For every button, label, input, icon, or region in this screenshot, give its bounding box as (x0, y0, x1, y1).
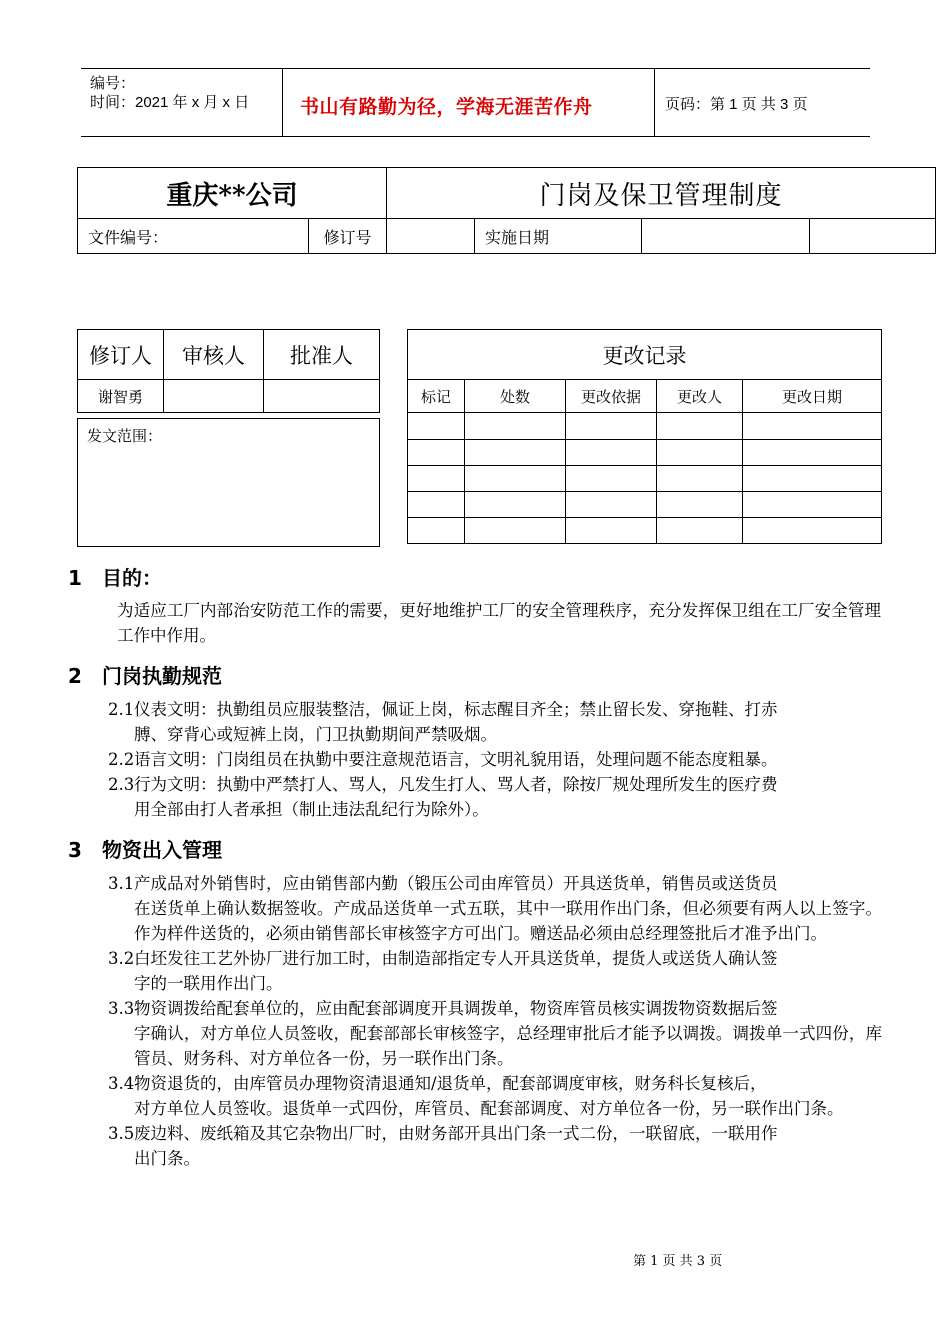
table-row (408, 466, 882, 492)
header-divider (654, 68, 655, 136)
header-bottom-rule (81, 136, 870, 137)
col-count: 处数 (465, 380, 566, 413)
change-log-title: 更改记录 (408, 330, 882, 380)
header-divider (282, 68, 283, 136)
title-table (77, 167, 936, 254)
revision-number-label: 修订号 (309, 219, 387, 254)
section-items (108, 697, 882, 822)
table-row (408, 518, 882, 544)
company-name: 重庆**公司 (78, 168, 387, 219)
table-row (408, 440, 882, 466)
reviser-label: 修订人 (78, 330, 164, 380)
section-heading: 3 物资出入管理 (68, 838, 222, 862)
effective-date-value (642, 219, 810, 254)
distribution-label: 发文范围： (87, 427, 163, 445)
auditor-label: 审核人 (164, 330, 264, 380)
file-number-label: 文件编号： (78, 219, 309, 254)
header-time-label: 时间：2021 年 x 月 x 日 (90, 94, 250, 111)
distribution-box (77, 418, 380, 547)
col-changer: 更改人 (657, 380, 743, 413)
header-page-label: 页码：第 1 页 共 3 页 (665, 96, 808, 113)
list-item: 3.1产成品对外销售时，应由销售部内勤（锻压公司由库管员）开具送货单，销售员或送货员 在送货单上确认数据签收。产成品送货单一式五联，其中一联用作出门条，但必须要有两人以上签字。作为样件送货的，必须由销售部长审核签字方可出门。赠送品必须由总经理签批后才准予出门。 (108, 874, 882, 943)
col-mark: 标记 (408, 380, 465, 413)
section-heading: 2 门岗执勤规范 (68, 664, 222, 688)
reviser-name: 谢智勇 (78, 380, 164, 413)
col-date: 更改日期 (743, 380, 882, 413)
col-basis: 更改依据 (566, 380, 657, 413)
header-number-label: 编号： (90, 75, 136, 92)
effective-date-label: 实施日期 (475, 219, 642, 254)
header-top-rule (81, 68, 870, 69)
table-row (408, 413, 882, 440)
empty-cell (810, 219, 936, 254)
page-footer: 第 1 页 共 3 页 (633, 1254, 723, 1269)
list-item: 2.2语言文明：门岗组员在执勤中要注意规范语言，文明礼貌用语，处理问题不能态度粗暴。 (108, 750, 778, 769)
document-title: 门岗及保卫管理制度 (387, 168, 936, 219)
list-item: 3.2白坯发往工艺外协厂进行加工时，由制造部指定专人开具送货单，提货人或送货人确认签 字的一联用作出门。 (108, 949, 778, 993)
approver-label: 批准人 (264, 330, 380, 380)
auditor-name (164, 380, 264, 413)
header-motto: 书山有路勤为径，学海无涯苦作舟 (300, 96, 593, 118)
list-item: 3.5废边料、废纸箱及其它杂物出厂时，由财务部开具出门条一式二份，一联留底，一联用作 出门条。 (108, 1124, 778, 1168)
list-item: 3.3物资调拨给配套单位的，应由配套部调度开具调拨单，物资库管员核实调拨物资数据后签 字确认，对方单位人员签收，配套部部长审核签字，总经理审批后才能予以调拨。调拨单一式四份，库管员、财务科、对方单位各一份，另一联作出门条。 (108, 999, 882, 1068)
section-heading: 1 目的： (68, 566, 162, 590)
list-item: 2.1仪表文明：执勤组员应服装整洁，佩证上岗，标志醒目齐全；禁止留长发、穿拖鞋、打赤 膊、穿背心或短裤上岗，门卫执勤期间严禁吸烟。 (108, 700, 778, 744)
list-item: 3.4物资退货的，由库管员办理物资清退通知/退货单，配套部调度审核，财务科长复核后， 对方单位人员签收。退货单一式四份，库管员、配套部调度、对方单位各一份，另一联作出门条。 (108, 1074, 844, 1118)
signoff-table (77, 329, 380, 413)
table-row (408, 492, 882, 518)
approver-name (264, 380, 380, 413)
section-paragraph: 为适应工厂内部治安防范工作的需要，更好地维护工厂的安全管理秩序，充分发挥保卫组在工厂安全管理工作中作用。 (117, 601, 881, 645)
revision-number-value (387, 219, 475, 254)
list-item: 2.3行为文明：执勤中严禁打人、骂人，凡发生打人、骂人者，除按厂规处理所发生的医疗费 用全部由打人者承担（制止违法乱纪行为除外）。 (108, 775, 778, 819)
change-log-table (407, 329, 882, 544)
section-items (108, 871, 882, 1171)
